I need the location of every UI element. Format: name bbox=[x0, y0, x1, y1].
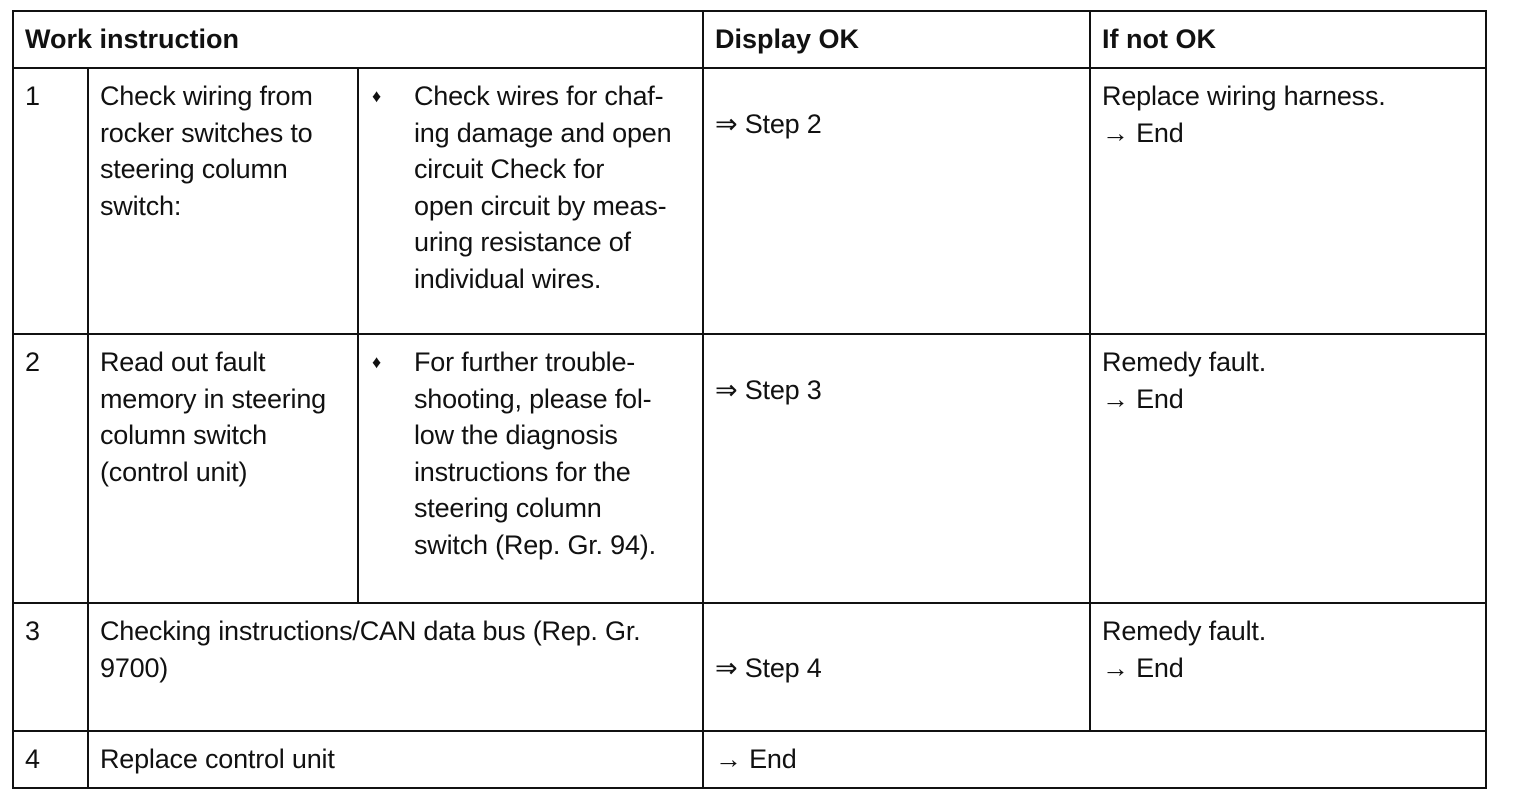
work-instruction-table bbox=[12, 10, 1487, 789]
instruction-line: rocker switches to bbox=[100, 117, 313, 148]
header-display-ok: Display OK bbox=[703, 11, 1090, 68]
header-if-not-ok: If not OK bbox=[1090, 11, 1486, 68]
detail-line: switch (Rep. Gr. 94). bbox=[414, 529, 656, 560]
instruction-line: Read out fault bbox=[100, 347, 266, 377]
step-number: 3 bbox=[13, 603, 88, 731]
instruction-cell bbox=[88, 68, 358, 334]
instruction-line: memory in steering bbox=[100, 383, 326, 414]
display-ok-cell: ⇒ Step 4 bbox=[703, 603, 1090, 731]
if-not-ok-line: → End bbox=[1102, 383, 1184, 414]
instruction-line: Checking instructions/CAN data bus (Rep. Gr. bbox=[100, 616, 641, 646]
table-row-step-2 bbox=[13, 334, 1486, 603]
instruction-cell bbox=[88, 603, 703, 731]
step-number: 2 bbox=[13, 334, 88, 603]
detail-line: uring resistance of bbox=[414, 227, 631, 257]
instruction-line: 9700) bbox=[100, 652, 169, 683]
detail-line: individual wires. bbox=[414, 263, 602, 294]
if-not-ok-line: Remedy fault. bbox=[1102, 616, 1266, 646]
detail-line: circuit Check for bbox=[414, 154, 605, 184]
display-ok-cell: ⇒ Step 3 bbox=[703, 334, 1090, 603]
detail-cell bbox=[358, 68, 703, 334]
diamond-bullet-icon: ♦ bbox=[372, 86, 381, 106]
instruction-line: (control unit) bbox=[100, 456, 248, 487]
if-not-ok-line: → End bbox=[1102, 652, 1184, 683]
detail-line: ing damage and open bbox=[414, 117, 672, 148]
instruction-line: switch: bbox=[100, 190, 182, 221]
step-number: 1 bbox=[13, 68, 88, 334]
if-not-ok-cell bbox=[1090, 68, 1486, 334]
step-number: 4 bbox=[13, 731, 88, 788]
detail-line: shooting, please fol- bbox=[414, 383, 652, 414]
if-not-ok-line: Replace wiring harness. bbox=[1102, 81, 1386, 111]
detail-line: steering column bbox=[414, 493, 602, 523]
if-not-ok-line: → End bbox=[1102, 117, 1184, 148]
if-not-ok-cell bbox=[1090, 334, 1486, 603]
table-row-step-1 bbox=[13, 68, 1486, 334]
diamond-bullet-icon: ♦ bbox=[372, 352, 381, 372]
detail-line: instructions for the bbox=[414, 456, 631, 487]
table-header-row bbox=[13, 11, 1486, 68]
detail-line: open circuit by meas- bbox=[414, 190, 667, 221]
detail-line: For further trouble- bbox=[414, 347, 636, 377]
instruction-cell: Replace control unit bbox=[88, 731, 703, 788]
instruction-cell bbox=[88, 334, 358, 603]
header-work-instruction: Work instruction bbox=[13, 11, 703, 68]
table-row-step-4 bbox=[13, 731, 1486, 788]
detail-cell bbox=[358, 334, 703, 603]
if-not-ok-line: Remedy fault. bbox=[1102, 347, 1266, 377]
if-not-ok-cell bbox=[1090, 603, 1486, 731]
display-ok-cell: ⇒ Step 2 bbox=[703, 68, 1090, 334]
table-row-step-3 bbox=[13, 603, 1486, 731]
instruction-line: column switch bbox=[100, 420, 267, 450]
instruction-line: Check wiring from bbox=[100, 81, 313, 111]
instruction-line: steering column bbox=[100, 154, 288, 184]
detail-line: low the diagnosis bbox=[414, 420, 618, 450]
detail-line: Check wires for chaf- bbox=[414, 81, 664, 111]
display-ok-cell: → End bbox=[703, 731, 1486, 788]
